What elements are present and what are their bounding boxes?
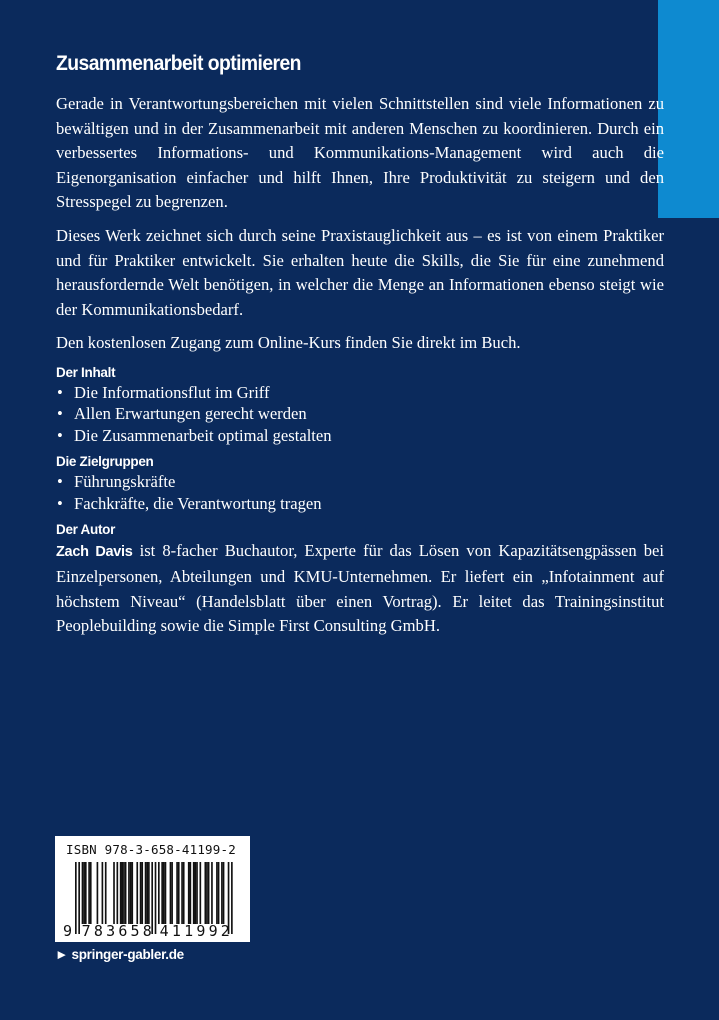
list-item: • Allen Erwartungen gerecht werden	[56, 403, 664, 425]
author-bio	[56, 539, 664, 638]
barcode-bar	[188, 862, 190, 924]
barcode-bar	[117, 862, 119, 924]
inhalt-list	[56, 382, 664, 447]
barcode-bar	[148, 862, 150, 924]
barcode-bar	[78, 862, 80, 934]
barcode-bar	[218, 862, 220, 924]
barcode-digits: 411992	[159, 922, 234, 940]
barcode-bar	[141, 862, 143, 924]
barcode-bar	[223, 862, 225, 924]
barcode-bar	[221, 862, 223, 924]
barcode-bar	[123, 862, 125, 924]
zielgruppen-list	[56, 471, 664, 514]
barcode-bar	[130, 862, 132, 924]
list-item: • Die Informationsflut im Griff	[56, 382, 664, 404]
isbn-label: ISBN 978-3-658-41199-2	[66, 842, 236, 857]
barcode-bar	[121, 862, 123, 924]
barcode-bar	[200, 862, 202, 924]
barcode-bar	[183, 862, 185, 924]
barcode-bar	[158, 862, 160, 924]
barcode-digits: 9	[63, 922, 76, 940]
color-tab	[658, 0, 719, 218]
barcode-bar	[88, 862, 90, 924]
list-item: • Die Zusammenarbeit optimal gestalten	[56, 425, 664, 447]
list-item: • Fachkräfte, die Verantwortung tragen	[56, 493, 664, 515]
barcode-bar	[195, 862, 197, 924]
barcode-bar	[82, 862, 84, 924]
barcode-bar	[85, 862, 87, 924]
barcode-bar	[170, 862, 172, 924]
paragraph-online-course: Den kostenlosen Zugang zum Online-Kurs finden Sie direkt im Buch.	[56, 333, 521, 353]
barcode-bar	[190, 862, 192, 924]
barcode-bar	[216, 862, 218, 924]
barcode-bar	[145, 862, 147, 924]
barcode-bar	[75, 862, 77, 934]
heading-autor: Der Autor	[56, 522, 116, 538]
barcode-bar	[211, 862, 213, 924]
barcode-bar	[113, 862, 115, 924]
title: Zusammenarbeit optimieren	[56, 52, 301, 75]
barcode-bar	[136, 862, 138, 924]
barcode-bar	[193, 862, 195, 924]
author-text: ist 8-facher Buchautor, Experte für das Lösen von Kapazitätsengpässen bei Einzelpersonen, Abteilungen und KMU-Unternehmen. Er liefert ein „Infotainment auf höchstem Niveau“ (Handelsblatt über einen Vortrag). Er leitet das Trainingsinstitut Peoplebuilding sowie die Simple First Consulting GmbH.	[56, 541, 664, 636]
barcode-bar	[146, 862, 148, 924]
barcode-bar	[165, 862, 167, 924]
barcode-bar	[90, 862, 92, 924]
paragraph-intro: Gerade in Verantwortungsbereichen mit vielen Schnittstellen sind viele Informationen zu bewältigen und in der Zusammenarbeit mit anderen Menschen zu koordinieren. Durch ein verbessertes Informations- und Kommunikations-Management wird auch die Eigenorganisation einfacher und hilft Ihnen, Ihre Produktivität zu steigern und den Stresspegel zu begrenzen.	[56, 94, 664, 212]
barcode-bar	[140, 862, 142, 924]
barcode-bar	[128, 862, 130, 924]
barcode-bar	[163, 862, 165, 924]
barcode-bar	[204, 862, 206, 924]
isbn-barcode	[55, 836, 250, 942]
list-item: • Führungskräfte	[56, 471, 664, 493]
barcode-bar	[171, 862, 173, 924]
barcode-bars	[55, 836, 250, 942]
barcode-bar	[181, 862, 183, 924]
barcode-bar	[102, 862, 104, 924]
barcode-bar	[206, 862, 208, 924]
barcode-bar	[120, 862, 122, 924]
website-link[interactable]: ► springer-gabler.de	[55, 947, 184, 962]
back-cover-text	[56, 52, 664, 648]
author-name: Zach Davis	[56, 544, 133, 561]
barcode-bar	[208, 862, 210, 924]
barcode-bar	[178, 862, 180, 924]
barcode-bar	[196, 862, 198, 924]
barcode-bar	[161, 862, 163, 924]
barcode-bar	[125, 862, 127, 924]
heading-zielgruppen: Die Zielgruppen	[56, 454, 154, 470]
barcode-bar	[131, 862, 133, 924]
heading-inhalt: Der Inhalt	[56, 364, 116, 380]
paragraph-practice: Dieses Werk zeichnet sich durch seine Praxistauglichkeit aus – es ist von einem Praktiker und für Praktiker entwickelt. Sie erhalten heute die Skills, die Sie für eine zunehmend herausfordernde Welt benötigen, in welcher die Menge an Informationen ebenso steigt wie der Kommunikationsbedarf.	[56, 225, 664, 319]
barcode-digits: 783658	[81, 922, 156, 940]
barcode-bar	[176, 862, 178, 924]
barcode-bar	[97, 862, 99, 924]
barcode-bar	[83, 862, 85, 924]
barcode-bar	[105, 862, 107, 924]
